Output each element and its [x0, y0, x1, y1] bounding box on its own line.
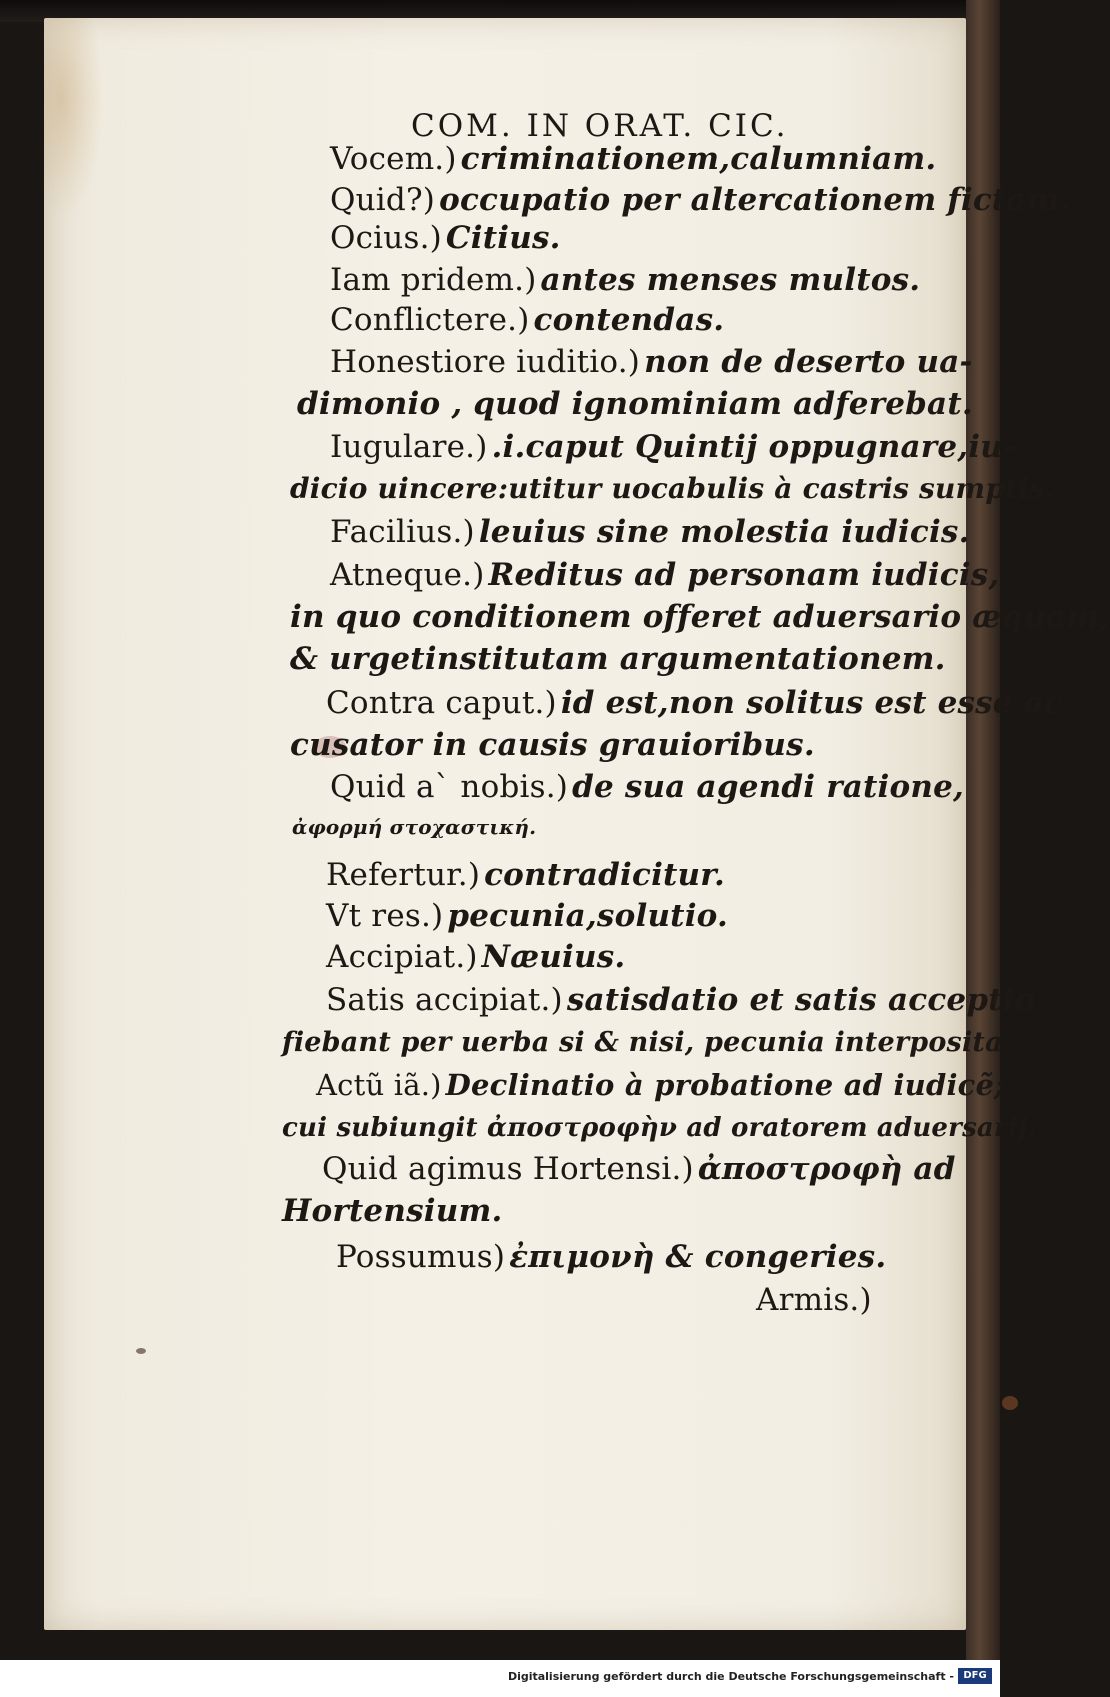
text-line: Vocem.) criminationem,calumniam.: [330, 141, 937, 177]
text-line: dicio uincere:utitur uocabulis à castris sumptis.: [290, 472, 1055, 505]
ink-stain: [1002, 1396, 1018, 1410]
text-line: dimonio , quod ignominiam adferebat.: [297, 386, 973, 422]
dfg-logo: DFG: [958, 1668, 992, 1684]
text-line: Iugulare.) .i.caput Quintij oppugnare,iu-: [330, 429, 1017, 465]
text-line: Atneque.) Reditus ad personam iudicis,: [330, 557, 1000, 593]
text-line: Accipiat.) Næuius.: [326, 939, 626, 975]
text-line: Satis accipiat.) satisdatio et satis acceptio: [326, 982, 1036, 1018]
text-line: Contra caput.) id est,non solitus est esse ac: [326, 685, 1064, 721]
text-line: cusator in causis grauioribus.: [290, 727, 815, 763]
text-line: Iam pridem.) antes menses multos.: [330, 262, 921, 298]
text-line: Quid a` nobis.) de sua agendi ratione,: [330, 769, 965, 805]
text-line: cui subiungit ἀποστροφὴν ad oratorem aduersarij.: [282, 1113, 1037, 1143]
text-line: Vt res.) pecunia,solutio.: [326, 898, 728, 934]
text-line: Conflictere.) contendas.: [330, 302, 725, 338]
running-head: COM. IN ORAT. CIC.: [411, 108, 789, 144]
text-line: fiebant per uerba si & nisi, pecunia interposita.: [282, 1027, 1013, 1058]
text-line: Ocius.) Citius.: [330, 220, 561, 256]
funding-credit: Digitalisierung gefördert durch die Deutsche Forschungsgemeinschaft -: [507, 1670, 954, 1683]
text-line: in quo conditionem offeret aduersario æquam,: [290, 599, 1110, 635]
digitization-footer: [0, 1660, 1000, 1697]
text-line: Actũ iã.) Declinatio à probatione ad iudicẽ;: [316, 1068, 1006, 1102]
text-line: & urgetinstitutam argumentationem.: [290, 641, 946, 677]
text-line: Facilius.) leuius sine molestia iudicis.: [330, 514, 970, 550]
text-line: Quid agimus Hortensi.) ἀποστροφὴ ad: [322, 1151, 956, 1187]
text-line: Hortensium.: [282, 1193, 503, 1229]
text-line: Refertur.) contradicitur.: [326, 857, 725, 893]
text-line: Honestiore iuditio.) non de deserto ua-: [330, 344, 973, 380]
text-line: Possumus) ἐπιμονὴ & congeries.: [336, 1239, 887, 1275]
text-line: ἀφορμή στοχαστική.: [292, 815, 537, 839]
text-line: Quid?) occupatio per altercationem fictam.: [330, 182, 1071, 218]
catchword: Armis.): [756, 1282, 872, 1318]
